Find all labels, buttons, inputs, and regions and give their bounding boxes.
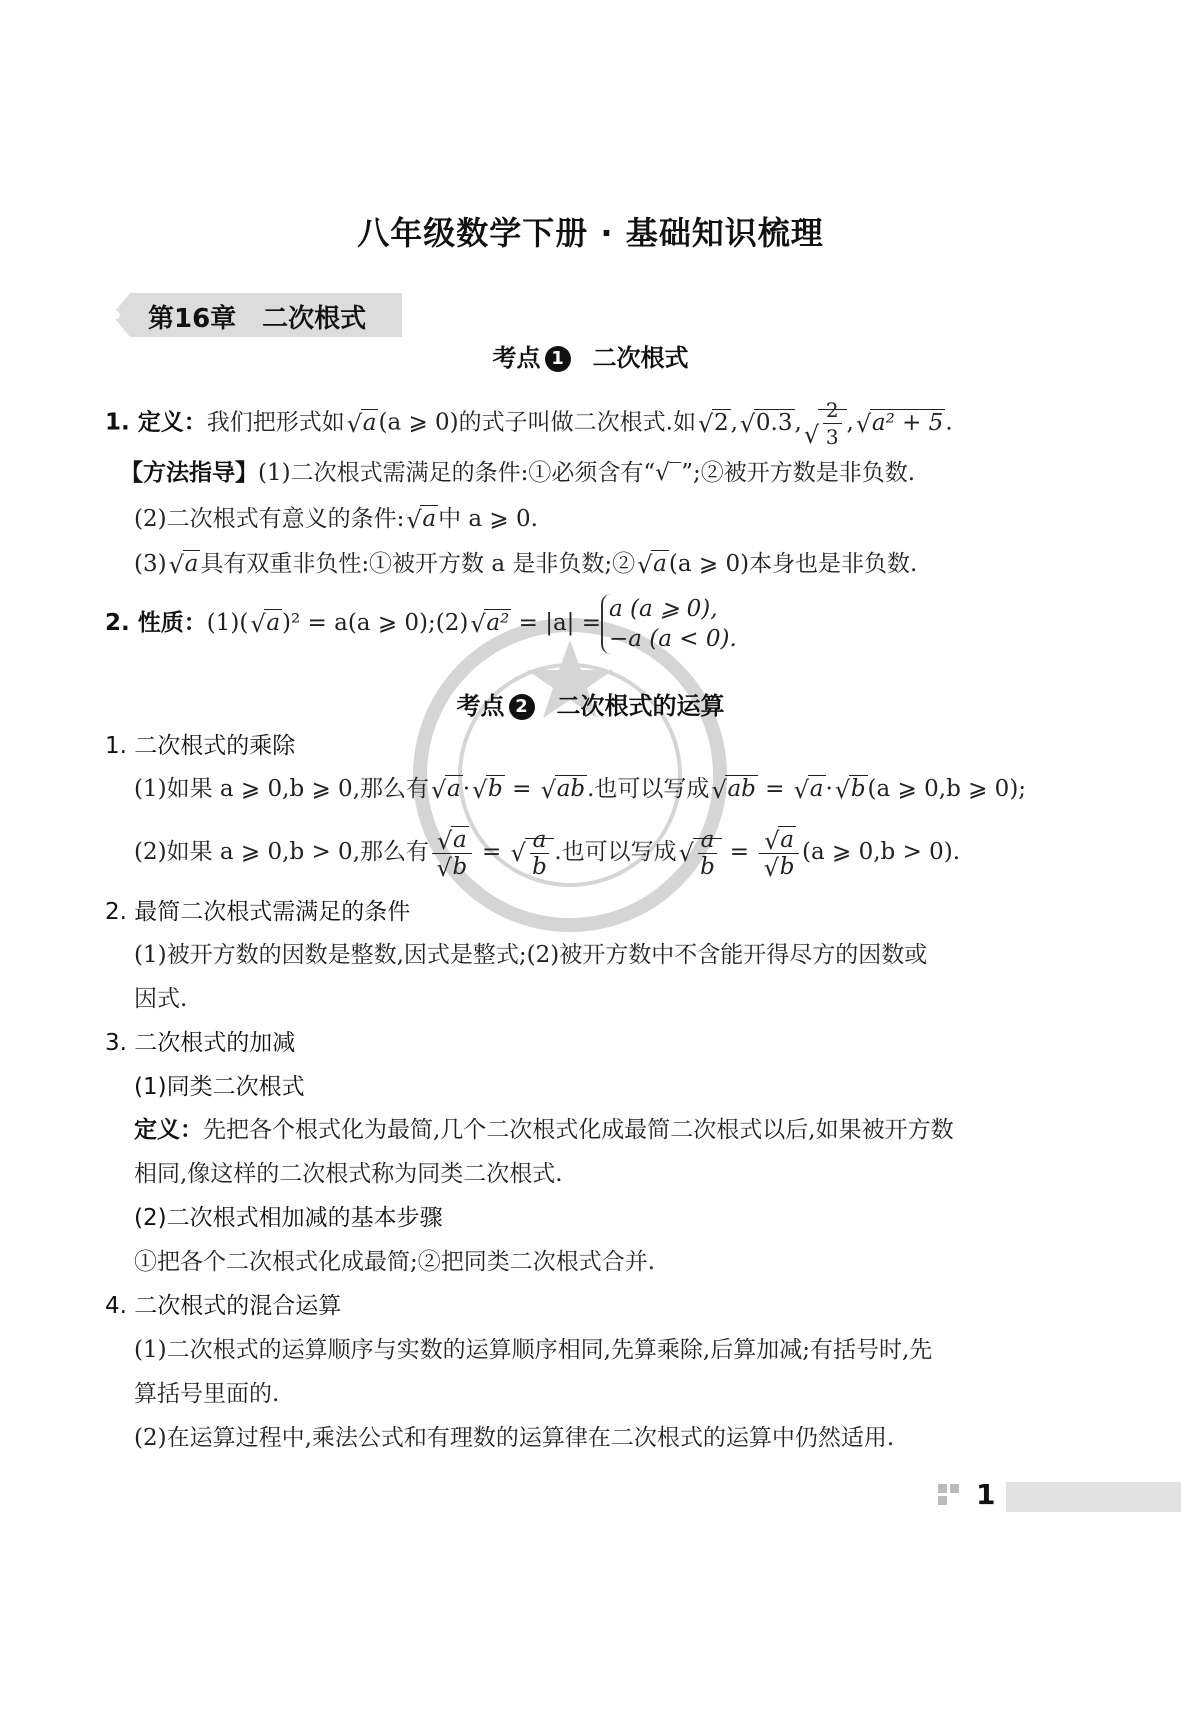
section-4-text-2: 算括号里面的.: [134, 1381, 280, 1407]
chapter-tag: [102, 293, 402, 337]
mul-rule-line: (1)如果 a ⩾ 0,b ⩾ 0,那么有√ a·√ b = √ ab.也可以写成√ ab = √ a·√ b(a ⩾ 0,b ⩾ 0);: [134, 773, 1081, 805]
section-3-sub-1: (1)同类二次根式: [134, 1074, 305, 1100]
section-3-steps: ①把各个二次根式化成最简;②把同类二次根式合并.: [134, 1249, 656, 1275]
method-line-3: (3)√ a具有双重非负性:①被开方数 a 是非负数;②√ a(a ⩾ 0)本身也是非负数.: [134, 548, 1081, 580]
kaodian-1-heading: 考点 1 二次根式: [492, 344, 689, 372]
section-4-text-1: (1)二次根式的运算顺序与实数的运算顺序相同,先算乘除,后算加减;有括号时,先: [134, 1337, 933, 1363]
div-rule-line: (2)如果 a ⩾ 0,b > 0,那么有 √ a √ b = √ $\frac{a}{b}$ .也可以写成 √ $\frac{a}{b}$ = √ a √ b (a ⩾ 0,b > 0).: [134, 822, 1081, 882]
section-4-heading: 4. 二次根式的混合运算: [105, 1293, 342, 1319]
page-number-badge: [926, 1478, 1181, 1514]
section-2-text-1: (1)被开方数的因数是整数,因式是整式;(2)被开方数中不含能开得尽方的因数或: [134, 942, 928, 968]
section-2-heading: 2. 最简二次根式需满足的条件: [105, 899, 411, 925]
page-title: 八年级数学下册 · 基础知识梳理: [357, 214, 824, 252]
section-1-heading: 1. 二次根式的乘除: [105, 733, 296, 759]
chapter-title: 第16章 二次根式: [148, 304, 367, 334]
kaodian-2-heading: 考点 2 二次根式的运算: [456, 692, 725, 720]
section-2-text-2: 因式.: [134, 986, 188, 1012]
section-3-sub-2: (2)二次根式相加减的基本步骤: [134, 1205, 443, 1231]
section-3-heading: 3. 二次根式的加减: [105, 1030, 296, 1056]
section-3-def-1: 定义：先把各个根式化为最简,几个二次根式化成最简二次根式以后,如果被开方数: [134, 1117, 954, 1143]
method-line-2: (2)二次根式有意义的条件:√ a中 a ⩾ 0.: [134, 503, 1081, 535]
page-number: 1: [976, 1478, 996, 1511]
dot-icon: [112, 311, 120, 319]
section-4-text-3: (2)在运算过程中,乘法公式和有理数的运算律在二次根式的运算中仍然适用.: [134, 1425, 895, 1451]
grid-icon: [938, 1484, 966, 1508]
property-line: 2. 性质：(1)(√ a)² = a(a ⩾ 0);(2)√ a² = |a| = a (a ⩾ 0), −a (a < 0).: [105, 593, 1081, 654]
definition-line: 1. 定义：我们把形式如√ a(a ⩾ 0)的式子叫做二次根式.如√ 2,√ 0.3, √ $\frac{2}{3}$ ,√ a² + 5.: [105, 397, 1081, 450]
method-line-1: 【方法指导】(1)二次根式需满足的条件:①必须含有“√‾”;②被开方数是非负数.: [120, 460, 916, 486]
section-3-def-2: 相同,像这样的二次根式称为同类二次根式.: [134, 1161, 563, 1187]
